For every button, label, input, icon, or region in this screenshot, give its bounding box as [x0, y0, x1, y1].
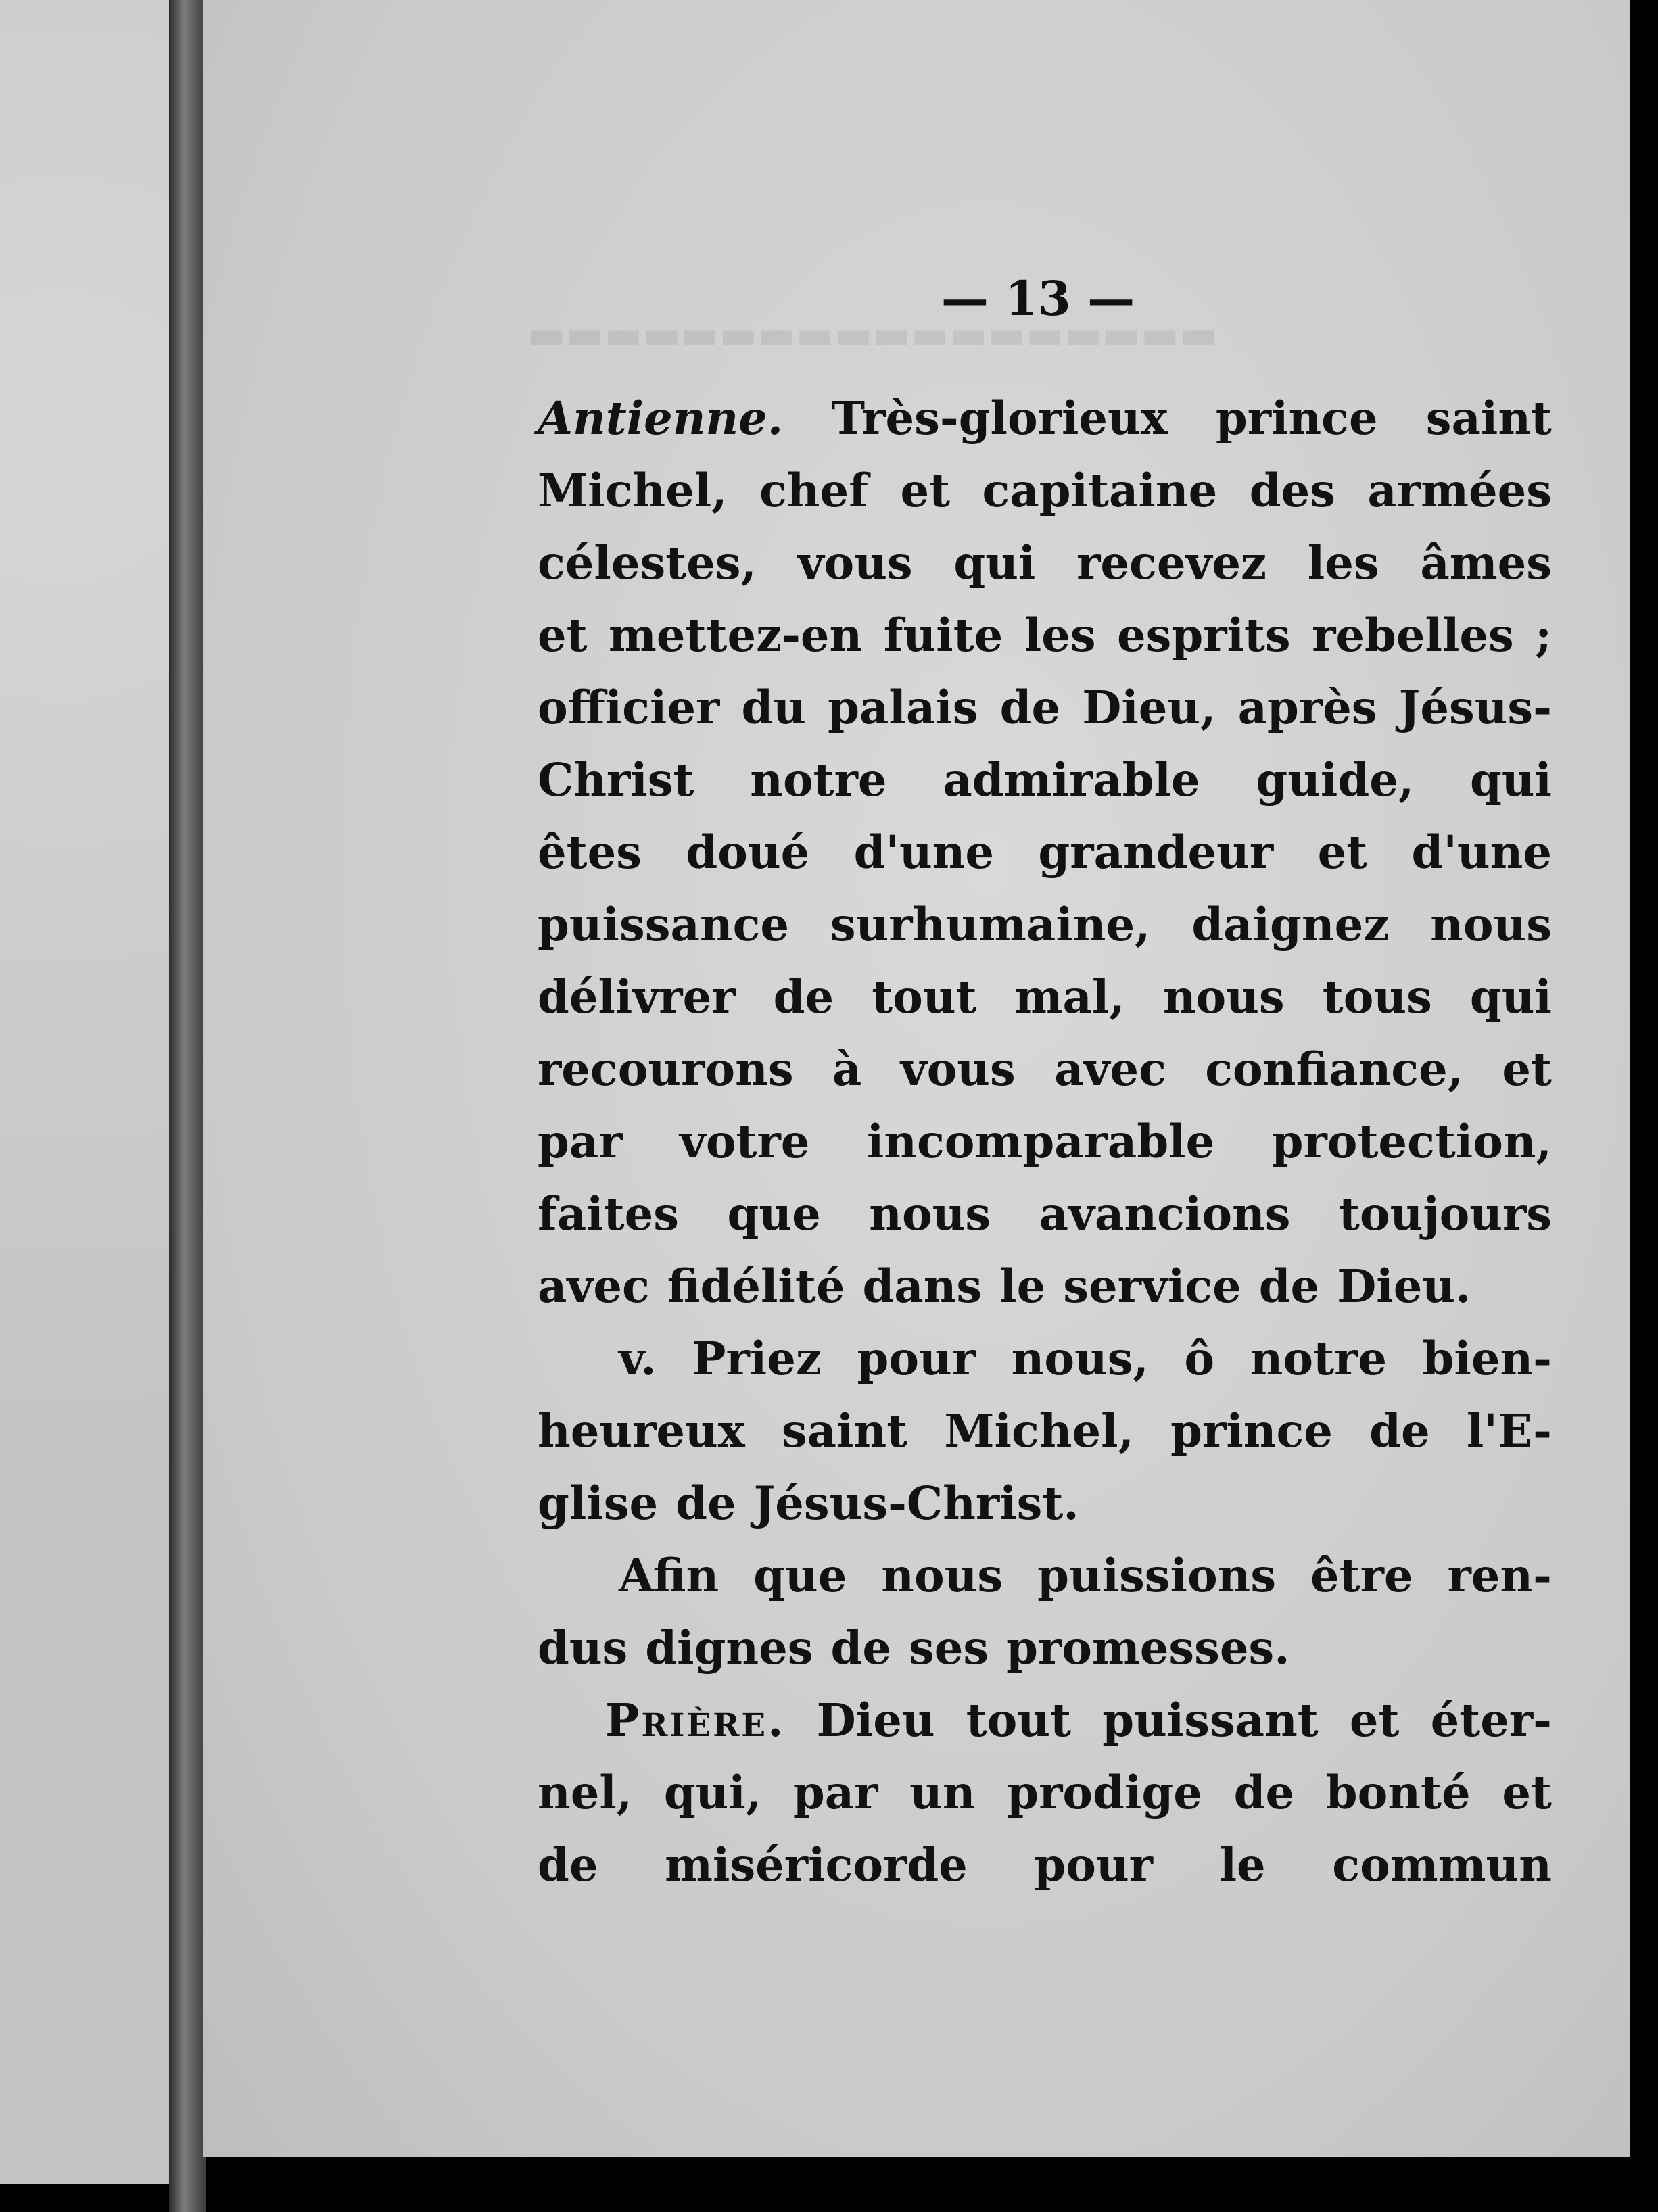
word: d'une — [853, 825, 995, 879]
word: être — [1310, 1549, 1413, 1602]
word: Priez — [692, 1332, 822, 1385]
word: de — [773, 970, 834, 1024]
prayer-label: Prière. — [605, 1693, 786, 1747]
word: et — [1502, 1766, 1552, 1819]
word: admirable — [943, 753, 1200, 807]
word: nous — [1430, 898, 1552, 951]
word: de — [1233, 1766, 1295, 1819]
word: Michel, — [538, 464, 728, 517]
word: le — [1219, 1838, 1266, 1892]
word: armées — [1367, 464, 1552, 517]
word: promesses. — [1006, 1621, 1290, 1675]
word: âmes — [1420, 536, 1552, 590]
word: fidélité — [667, 1259, 845, 1313]
word: notre — [1250, 1332, 1387, 1385]
text-line — [538, 527, 1552, 599]
word: tout — [872, 970, 977, 1024]
text-line — [538, 1322, 1552, 1395]
word: service — [1063, 1259, 1241, 1313]
word: ; — [1535, 608, 1552, 662]
text-line — [538, 1612, 1552, 1684]
word: qui, — [663, 1766, 762, 1819]
body-text — [538, 382, 1552, 1901]
paragraph — [538, 1684, 1552, 1901]
word: et — [900, 464, 951, 517]
word: fuite — [883, 608, 1003, 662]
word: ô — [1184, 1332, 1215, 1385]
word: votre — [679, 1115, 810, 1168]
word: officier — [538, 681, 720, 734]
word: êtes — [538, 825, 642, 879]
word: de — [830, 1621, 891, 1675]
word: et — [1502, 1042, 1552, 1096]
text-line — [538, 961, 1552, 1033]
text-line — [538, 816, 1552, 888]
word: le — [999, 1259, 1046, 1313]
text-line — [538, 1250, 1552, 1322]
text-line — [538, 1829, 1552, 1901]
word: de — [1369, 1404, 1430, 1458]
word: heureux — [538, 1404, 745, 1458]
word: puissions — [1037, 1549, 1277, 1602]
word: de — [538, 1838, 598, 1892]
word: à — [832, 1042, 862, 1096]
word: recevez — [1076, 536, 1267, 590]
word: confiance, — [1205, 1042, 1464, 1096]
word: délivrer — [538, 970, 736, 1024]
word: nous, — [1011, 1332, 1149, 1385]
word: Très-glorieux — [831, 391, 1168, 445]
word: éter- — [1430, 1693, 1552, 1747]
word: puissant — [1102, 1693, 1319, 1747]
word: rebelles — [1312, 608, 1514, 662]
text-line — [538, 888, 1552, 961]
word: incomparable — [866, 1115, 1215, 1168]
word: un — [909, 1766, 976, 1819]
word: qui — [1469, 753, 1552, 807]
word: Jésus- — [1398, 681, 1552, 734]
word: avancions — [1039, 1187, 1291, 1241]
word: de — [676, 1476, 736, 1530]
word: qui — [953, 536, 1036, 590]
word: prince — [1215, 391, 1378, 445]
text-line — [538, 1467, 1552, 1539]
word: chef — [759, 464, 868, 517]
text-line — [538, 1395, 1552, 1467]
word: palais — [828, 681, 978, 734]
word: faites — [538, 1187, 679, 1241]
word: les — [1307, 536, 1379, 590]
word: Afin — [619, 1549, 719, 1602]
word: et — [1317, 825, 1368, 879]
word: esprits — [1117, 608, 1291, 662]
word: prodige — [1007, 1766, 1202, 1819]
word: surhumaine, — [830, 898, 1151, 951]
word: doué — [686, 825, 810, 879]
text-line — [538, 1105, 1552, 1178]
word: nel, — [538, 1766, 633, 1819]
word: avec — [1054, 1042, 1166, 1096]
word: Dieu — [816, 1693, 935, 1747]
text-line — [538, 1684, 1552, 1756]
paragraph — [538, 1539, 1552, 1684]
word: dignes — [645, 1621, 813, 1675]
text-line — [538, 1539, 1552, 1612]
word: protection, — [1271, 1115, 1552, 1168]
word: que — [727, 1187, 821, 1241]
word: vous — [797, 536, 913, 590]
word: et — [538, 608, 588, 662]
word: tous — [1322, 970, 1432, 1024]
word: que — [753, 1549, 847, 1602]
word: par — [792, 1766, 878, 1819]
word: Dieu. — [1337, 1259, 1471, 1313]
word: Dieu, — [1082, 681, 1216, 734]
word: dans — [862, 1259, 982, 1313]
word: saint — [1425, 391, 1552, 445]
text-line — [538, 382, 1552, 454]
word: nous — [881, 1549, 1003, 1602]
word: les — [1024, 608, 1096, 662]
word: Michel, — [944, 1404, 1134, 1458]
antiphon-label: Antienne. — [538, 391, 784, 445]
book-gutter — [169, 0, 206, 2212]
show-through-shadow: ▬▬▬▬▬▬▬▬▬▬▬▬▬▬▬▬▬▬ — [527, 311, 1218, 358]
word: vous — [900, 1042, 1016, 1096]
word: puissance — [538, 898, 790, 951]
word: v. — [619, 1332, 657, 1385]
word: commun — [1332, 1838, 1552, 1892]
word: recourons — [538, 1042, 794, 1096]
word: prince — [1170, 1404, 1333, 1458]
word: bonté — [1325, 1766, 1471, 1819]
word: notre — [750, 753, 887, 807]
word: miséricorde — [665, 1838, 968, 1892]
word: capitaine — [982, 464, 1218, 517]
word: célestes, — [538, 536, 757, 590]
word: Jésus-Christ. — [753, 1476, 1079, 1530]
word: mettez-en — [609, 608, 863, 662]
word: des — [1249, 464, 1335, 517]
word: du — [741, 681, 807, 734]
word: avec — [538, 1259, 650, 1313]
word: glise — [538, 1476, 659, 1530]
word: pour — [857, 1332, 976, 1385]
word: pour — [1034, 1838, 1153, 1892]
word: ses — [908, 1621, 989, 1675]
word: de — [1258, 1259, 1320, 1313]
word: nous — [869, 1187, 991, 1241]
page-number: — 13 — — [941, 270, 1135, 327]
word: bien- — [1422, 1332, 1552, 1385]
word: Christ — [538, 753, 694, 807]
paragraph — [538, 1322, 1552, 1539]
word: grandeur — [1038, 825, 1274, 879]
word: nous — [1162, 970, 1285, 1024]
text-line — [538, 1178, 1552, 1250]
text-line — [538, 744, 1552, 816]
text-line — [538, 1033, 1552, 1105]
word: d'une — [1411, 825, 1552, 879]
word: qui — [1469, 970, 1552, 1024]
text-line — [538, 454, 1552, 527]
word: guide, — [1256, 753, 1415, 807]
text-line — [538, 671, 1552, 744]
word: mal, — [1014, 970, 1125, 1024]
word: après — [1237, 681, 1377, 734]
word: daignez — [1191, 898, 1390, 951]
text-line — [538, 1756, 1552, 1829]
paragraph — [538, 382, 1552, 1322]
word: et — [1349, 1693, 1400, 1747]
word: toujours — [1338, 1187, 1552, 1241]
word: l'E- — [1466, 1404, 1552, 1458]
word: ren- — [1447, 1549, 1552, 1602]
word: par — [538, 1115, 623, 1168]
text-line — [538, 599, 1552, 671]
word: tout — [966, 1693, 1072, 1747]
word: de — [999, 681, 1061, 734]
word: saint — [781, 1404, 908, 1458]
word: dus — [538, 1621, 628, 1675]
